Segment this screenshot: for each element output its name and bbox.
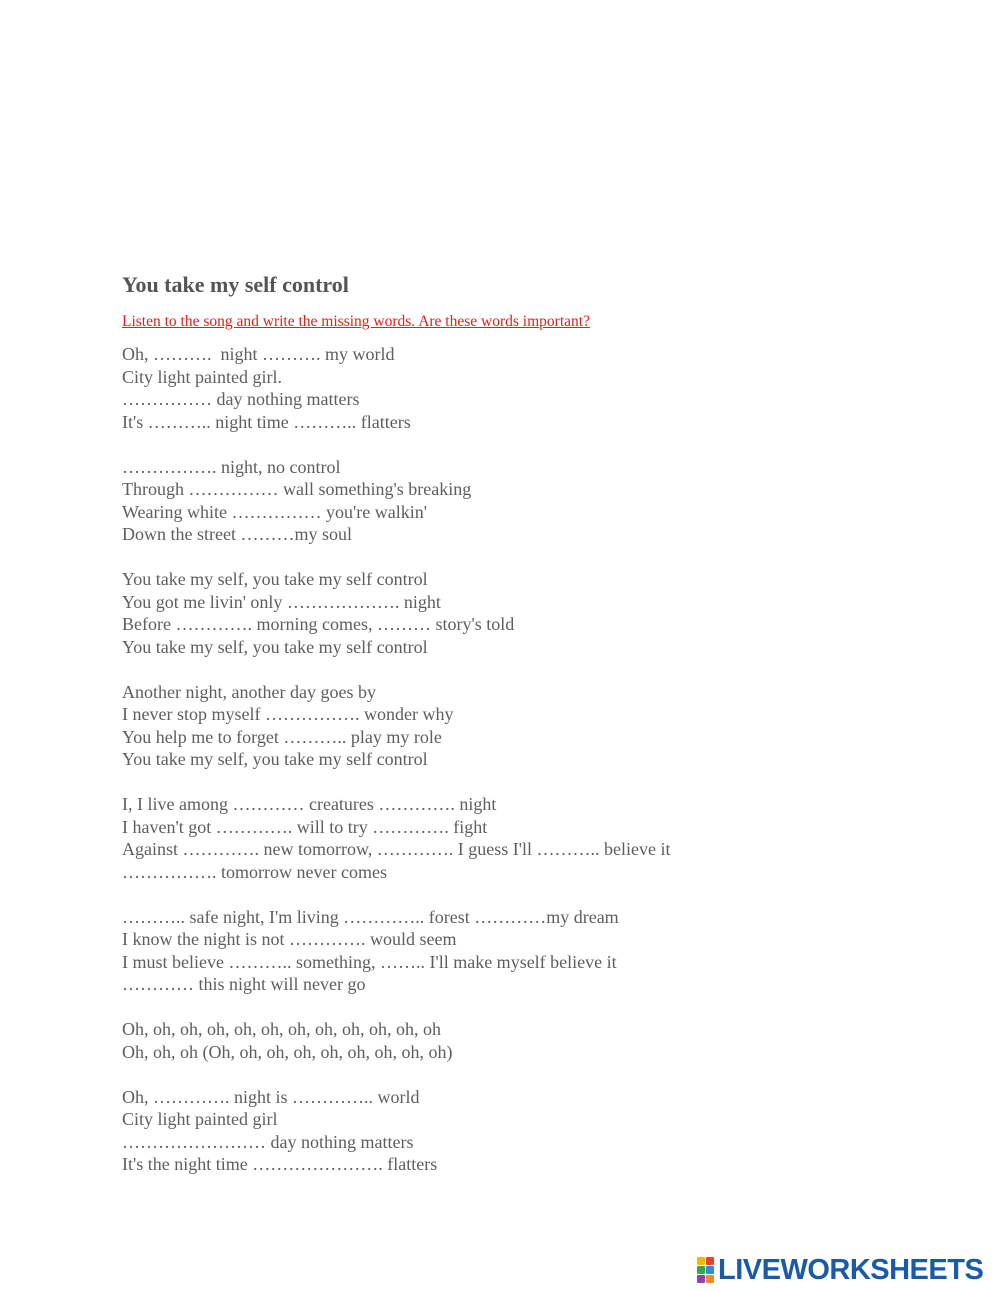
stanza-4 xyxy=(122,681,942,771)
lyric-line: Before …………. morning comes, ……… story's told xyxy=(122,614,515,634)
lyric-line: I, I live among ………… creatures …………. night xyxy=(122,794,497,814)
instruction-text: Listen to the song and write the missing words. Are these words important? xyxy=(122,313,590,330)
lyric-line: Oh, oh, oh (Oh, oh, oh, oh, oh, oh, oh, oh, oh) xyxy=(122,1041,453,1062)
lyric-line: ……….. safe night, I'm living ………….. forest …………my dream xyxy=(122,906,619,927)
lyric-line: I know the night is not …………. would seem xyxy=(122,929,457,949)
lyric-line: You take my self, you take my self control xyxy=(122,636,428,657)
logo-blocks-icon xyxy=(697,1257,714,1283)
lyric-line: Oh, oh, oh, oh, oh, oh, oh, oh, oh, oh, oh, oh xyxy=(122,1019,441,1039)
stanza-1 xyxy=(122,343,942,433)
lyric-line: Oh, ………. night ………. my world xyxy=(122,344,395,364)
logo-wordmark: LIVEWORKSHEETS xyxy=(718,1254,984,1286)
stanza-8 xyxy=(122,1086,942,1176)
lyric-line: ……………. night, no control xyxy=(122,456,341,477)
lyric-line: City light painted girl xyxy=(122,1109,278,1129)
lyric-line: Wearing white …………… you're walkin' xyxy=(122,501,427,522)
song-title: You take my self control xyxy=(122,272,349,297)
lyric-line: I haven't got …………. will to try …………. fight xyxy=(122,816,488,837)
stanza-2 xyxy=(122,456,942,546)
stanza-6 xyxy=(122,906,942,996)
lyric-line: I must believe ……….. something, …….. I'll make myself believe it xyxy=(122,951,617,972)
lyrics-body xyxy=(122,343,942,1198)
lyric-line: I never stop myself ……………. wonder why xyxy=(122,704,454,724)
lyric-line: ………… this night will never go xyxy=(122,974,366,994)
lyric-line: You take my self, you take my self control xyxy=(122,749,428,769)
lyric-line: Against …………. new tomorrow, …………. I guess I'll ……….. believe it xyxy=(122,839,671,859)
liveworksheets-logo xyxy=(697,1254,983,1286)
lyric-line: It's ……….. night time ……….. flatters xyxy=(122,411,411,432)
lyric-line: You take my self, you take my self control xyxy=(122,569,428,589)
lyric-line: Another night, another day goes by xyxy=(122,681,376,702)
stanza-7 xyxy=(122,1018,942,1063)
lyric-line: You help me to forget ……….. play my role xyxy=(122,726,442,747)
stanza-3 xyxy=(122,568,942,658)
lyric-line: Through …………… wall something's breaking xyxy=(122,479,472,499)
lyric-line: You got me livin' only ………………. night xyxy=(122,591,441,612)
lyric-line: It's the night time …………………. flatters xyxy=(122,1154,438,1174)
lyric-line: City light painted girl. xyxy=(122,366,282,387)
lyric-line: …………………… day nothing matters xyxy=(122,1131,414,1152)
stanza-5 xyxy=(122,793,942,883)
lyric-line: …………… day nothing matters xyxy=(122,389,360,409)
lyric-line: ……………. tomorrow never comes xyxy=(122,861,387,882)
lyric-line: Oh, …………. night is ………….. world xyxy=(122,1086,420,1107)
lyric-line: Down the street ………my soul xyxy=(122,524,352,544)
